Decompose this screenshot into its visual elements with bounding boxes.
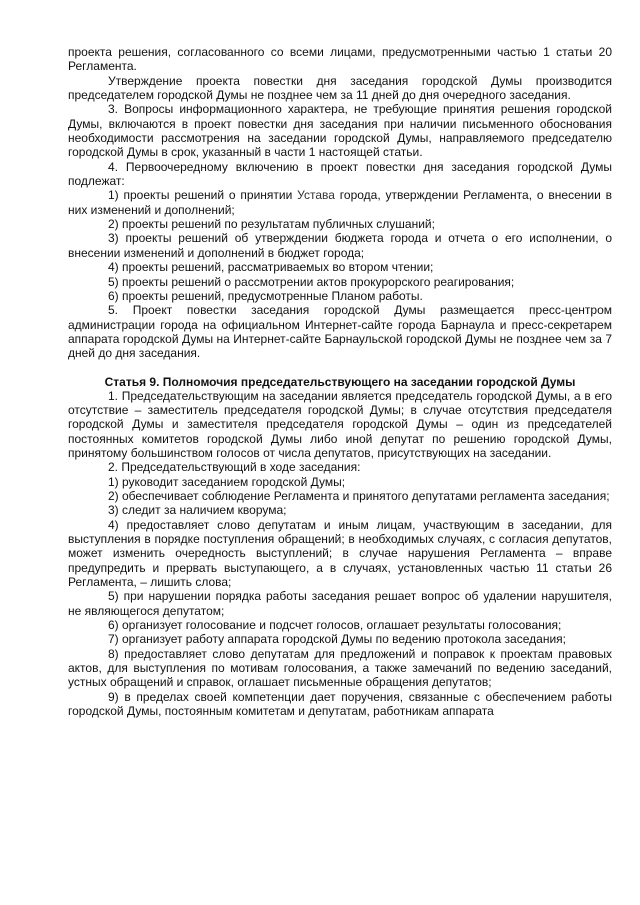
- paragraph: 1. Председательствующим на заседании является председатель городской Думы, а в его отсутствие – заместитель председателя городской Думы; в случае отсутствия председателя городской Думы и заместителя председателя городской Думы – один из председателей постоянных комитетов городской Думы либо иной депутат по решению городской Думы, принятому большинством голосов от числа депутатов, присутствующих на заседании.: [68, 388, 612, 460]
- list-item: 3) проекты решений об утверждении бюджета города и отчета о его исполнении, о внесении изменений и дополнений в бюджет города;: [68, 231, 612, 260]
- document-page: [68, 45, 612, 718]
- list-item: 6) проекты решений, предусмотренные Планом работы.: [108, 288, 423, 303]
- paragraph: 5. Проект повестки заседания городской Думы размещается пресс-центром администрации города на официальном Интернет-сайте города Барнаула и пресс-секретарем аппарата городской Думы на Интернет-сайте Барнаульской городской Думы не позднее чем за 7 дней до дня заседания.: [68, 303, 612, 361]
- list-item: 2) обеспечивает соблюдение Регламента и принятого депутатами регламента заседания;: [108, 488, 610, 503]
- list-item: 3) следит за наличием кворума;: [108, 503, 287, 518]
- list-item: 5) при нарушении порядка работы заседания решает вопрос об удалении нарушителя, не являющегося депутатом;: [68, 589, 612, 618]
- list-item: 4) проекты решений, рассматриваемых во втором чтении;: [108, 260, 434, 275]
- list-item: 2) проекты решений по результатам публичных слушаний;: [108, 217, 435, 232]
- ustav-link[interactable]: Устава: [297, 188, 335, 203]
- paragraph: проекта решения, согласованного со всеми лицами, предусмотренными частью 1 статьи 20 Регламента.: [68, 45, 612, 74]
- list-item: [68, 188, 612, 217]
- list-item: 5) проекты решений о рассмотрении актов прокурорского реагирования;: [108, 274, 515, 289]
- list-item: 6) организует голосование и подсчет голосов, оглашает результаты голосования;: [108, 618, 562, 633]
- list-item: 4) предоставляет слово депутатам и иным лицам, участвующим в заседании, для выступления в порядке поступления обращений; в необходимых случаях, с согласия депутатов, может изменить очередность выступлений; в случае нарушения Регламента – вправе предупредить и прервать выступающего, а в случаях, установленных частью 11 статьи 26 Регламента, – лишить слова;: [68, 517, 612, 590]
- paragraph: Утверждение проекта повестки дня заседания городской Думы производится председателем городской Думы не позднее чем за 11 дней до дня очередного заседания.: [68, 73, 612, 103]
- article-heading: Статья 9. Полномочия председательствующего на заседании городской Думы: [104, 374, 576, 389]
- list-item: 1) руководит заседанием городской Думы;: [108, 474, 346, 489]
- list-item: 8) предоставляет слово депутатам для предложений и поправок к проектам правовых актов, для выступления по мотивам голосования, а также замечаний по ведению заседаний, устных обращений и справок, оглашает письменные обращения депутатов;: [68, 646, 612, 690]
- list-item-text: 1) проекты решений о принятии: [108, 188, 298, 203]
- paragraph: 4. Первоочередному включению в проект повестки дня заседания городской Думы подлежат:: [68, 159, 612, 189]
- list-item: 9) в пределах своей компетенции дает поручения, связанные с обеспечением работы городской Думы, постоянным комитетам и депутатам, работникам аппарата: [68, 689, 612, 719]
- list-item-text: города, утверждении Регламента, о внесении в них изменений и дополнений;: [68, 188, 613, 217]
- list-item: 7) организует работу аппарата городской Думы по ведению протокола заседания;: [108, 632, 566, 647]
- paragraph: 2. Председательствующий в ходе заседания:: [108, 460, 361, 475]
- paragraph: 3. Вопросы информационного характера, не требующие принятия решения городской Думы, включаются в проект повестки дня заседания при наличии письменного обоснования необходимости рассмотрения на заседании городской Думы, направляемого председателю городской Думы в срок, указанный в части 1 настоящей статьи.: [68, 102, 612, 160]
